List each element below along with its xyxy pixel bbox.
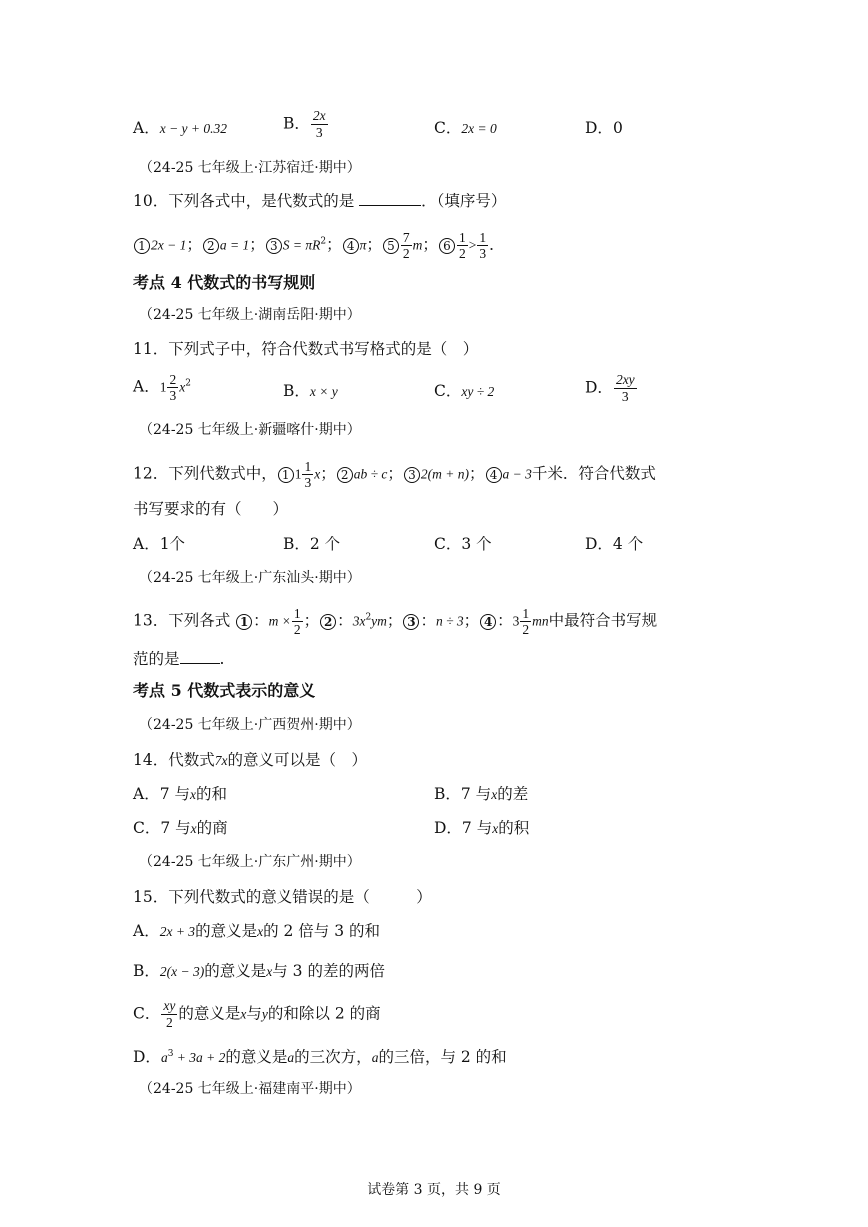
- q11-option-b: [283, 380, 338, 403]
- separator: ．: [489, 235, 505, 254]
- separator: ；: [386, 611, 403, 630]
- separator: ；: [326, 235, 342, 254]
- option-text: C．7 与: [133, 819, 191, 837]
- option-text: 的意义是: [225, 1048, 288, 1066]
- numerator: 1: [522, 606, 530, 621]
- option-label: A．: [133, 377, 160, 396]
- separator: ：: [337, 611, 353, 630]
- denominator: 2: [402, 246, 410, 261]
- circled-number: 1: [236, 614, 252, 630]
- q14-stem: [133, 749, 367, 772]
- math-operator: >: [468, 237, 477, 253]
- option-label: D．: [585, 119, 613, 137]
- separator: ；: [366, 235, 382, 254]
- q14-option-a: [133, 783, 227, 806]
- option-text: 的意义是: [195, 922, 258, 940]
- option-label: A．: [133, 922, 160, 940]
- source-note: （24-25 七年级上·湖南岳阳·期中）: [139, 307, 361, 323]
- section-heading: 考点 5 代数式表示的意义: [133, 681, 316, 700]
- math-expr: x: [491, 787, 498, 802]
- denominator: 3: [304, 475, 312, 490]
- denominator: 2: [458, 246, 466, 261]
- denominator: 3: [169, 388, 177, 403]
- math-expr: x: [190, 821, 197, 836]
- answer-blank: [180, 648, 220, 664]
- denominator: 3: [621, 389, 629, 404]
- math-expr: ym: [371, 613, 387, 629]
- fraction: [477, 230, 488, 261]
- math-expr: 2x − 1: [151, 237, 187, 253]
- fraction: [520, 606, 531, 637]
- q15-option-d: [133, 1043, 507, 1069]
- option-text: 的 2 倍与 3 的和: [263, 922, 381, 940]
- circled-number: 4: [486, 467, 502, 483]
- stem-text: 10．下列各式中，是代数式的是: [133, 192, 360, 210]
- option-text: 的商: [196, 819, 228, 837]
- option-label: B．: [283, 114, 310, 133]
- separator: ；: [249, 235, 265, 254]
- fraction: [167, 372, 178, 403]
- denominator: 3: [315, 125, 323, 140]
- source-note: （24-25 七年级上·江苏宿迁·期中）: [139, 160, 361, 176]
- answer-blank: [359, 190, 421, 206]
- option-text: B．7 与: [434, 785, 492, 803]
- superscript: 2: [320, 236, 327, 247]
- numerator: 2x: [312, 108, 326, 123]
- stem-text: 14．代数式: [133, 751, 215, 769]
- circled-number: 3: [266, 238, 282, 254]
- numerator: 1: [479, 230, 487, 245]
- q14-option-b: [434, 783, 528, 806]
- source-note: （24-25 七年级上·广东广州·期中）: [139, 854, 361, 870]
- q15-option-c: [133, 998, 381, 1031]
- source-note: （24-25 七年级上·广东汕头·期中）: [139, 570, 361, 586]
- separator: ；: [320, 464, 336, 483]
- fraction: [161, 998, 177, 1031]
- circled-number: 1: [134, 238, 150, 254]
- numerator: 1: [458, 230, 466, 245]
- math-expr: S = πR: [282, 237, 321, 253]
- option-text: 与 3 的差的两倍: [272, 962, 385, 980]
- math-expr: m ×: [268, 613, 291, 629]
- section-heading: 考点 4 代数式的书写规则: [133, 273, 316, 292]
- option-text: 的差: [497, 785, 529, 803]
- option-label: D．: [133, 1048, 161, 1066]
- option-label: B．: [133, 962, 160, 980]
- q11-option-d: [585, 372, 638, 405]
- source-note: （24-25 七年级上·广西贺州·期中）: [139, 717, 361, 733]
- q11-option-a: [133, 372, 191, 403]
- option-text: 的三倍，与 2 的和: [378, 1048, 507, 1066]
- page-footer: 试卷第 3 页，共 9 页: [367, 1182, 501, 1198]
- math-expr: 2x + 3: [159, 924, 196, 939]
- denominator: 2: [165, 1015, 173, 1030]
- option-label: C．: [133, 1004, 161, 1023]
- math-expr: y: [261, 1006, 268, 1022]
- math-expr: a: [287, 1050, 295, 1065]
- math-expr: x: [492, 821, 499, 836]
- math-expr: x − y + 0.32: [159, 121, 228, 136]
- math-expr: + 3a + 2: [173, 1050, 226, 1065]
- stem-text: 范的是: [133, 650, 180, 668]
- q11-option-c: [434, 380, 494, 403]
- option-text: 的和: [195, 785, 227, 803]
- q12-option-a: A．1个: [133, 535, 186, 553]
- option-label: D．: [585, 378, 613, 397]
- q12-option-d: D．4 个: [585, 535, 644, 553]
- stem-text: 中最符合书写规: [548, 611, 658, 630]
- option-text: 的三次方，: [294, 1048, 372, 1066]
- separator: ；: [303, 611, 320, 630]
- numerator: 1: [293, 606, 301, 621]
- math-expr: a = 1: [219, 237, 250, 253]
- fraction: [401, 230, 412, 261]
- source-note: （24-25 七年级上·新疆喀什·期中）: [139, 422, 361, 438]
- numerator: 1: [304, 459, 312, 474]
- source-note: （24-25 七年级上·福建南平·期中）: [139, 1081, 361, 1097]
- math-expr: π: [359, 237, 367, 253]
- q14-option-c: [133, 817, 228, 840]
- option-label: C．: [434, 382, 462, 400]
- stem-text: 的意义可以是（ ）: [227, 751, 367, 769]
- circled-number: 4: [480, 614, 496, 630]
- separator: ；: [186, 235, 202, 254]
- separator: ；: [463, 611, 480, 630]
- numerator: 2: [169, 372, 177, 387]
- q12-option-c: C．3 个: [434, 535, 492, 553]
- math-expr: n ÷ 3: [435, 613, 464, 629]
- circled-number: 3: [404, 467, 420, 483]
- circled-number: 6: [439, 238, 455, 254]
- math-expr: ab ÷ c: [353, 466, 388, 482]
- math-expr: x: [266, 964, 273, 979]
- fraction: [614, 372, 637, 405]
- separator: .: [219, 650, 225, 668]
- q9-option-c: [434, 117, 497, 140]
- option-text: 的意义是: [204, 962, 267, 980]
- superscript: 3: [167, 1049, 174, 1059]
- math-expr: 3x: [352, 613, 366, 629]
- option-text: 的意义是: [178, 1004, 241, 1023]
- math-expr: 7x: [214, 753, 228, 768]
- math-expr: a: [160, 1050, 168, 1065]
- separator: ：: [253, 611, 269, 630]
- separator: ；: [469, 464, 485, 483]
- q12-stem-line2: 书写要求的有（ ）: [133, 500, 289, 518]
- circled-number: 2: [337, 467, 353, 483]
- fraction: [457, 230, 468, 261]
- stem-text: 13．下列各式: [133, 611, 236, 630]
- math-expr: x: [240, 1006, 247, 1022]
- circled-number: 2: [320, 614, 336, 630]
- denominator: 2: [293, 622, 301, 637]
- fraction: [292, 606, 303, 637]
- superscript: 2: [185, 378, 191, 389]
- math-expr: 1: [159, 379, 167, 395]
- option-text: 与: [246, 1004, 262, 1023]
- numerator: 2xy: [615, 372, 635, 387]
- q10-stem: [133, 190, 506, 212]
- q15-option-b: [133, 960, 385, 983]
- stem-text: 12．下列代数式中，: [133, 464, 277, 483]
- math-expr: x: [179, 379, 186, 395]
- q13-stem: [133, 606, 657, 637]
- separator: ；: [387, 464, 403, 483]
- option-text: 的和除以 2 的商: [267, 1004, 381, 1023]
- q13-stem-line2: [133, 648, 224, 670]
- q9-option-d: [585, 117, 623, 139]
- math-expr: x: [257, 924, 264, 939]
- option-label: C．: [434, 119, 462, 137]
- stem-text: 千米．符合代数式: [531, 464, 656, 483]
- q10-items: [133, 230, 505, 261]
- superscript: 2: [365, 612, 372, 623]
- math-expr: x: [189, 787, 196, 802]
- option-text: 的积: [498, 819, 530, 837]
- circled-number: 1: [278, 467, 294, 483]
- math-expr: 1: [294, 466, 302, 482]
- q14-option-d: [434, 817, 529, 840]
- numerator: xy: [163, 998, 176, 1013]
- fraction: [302, 459, 313, 490]
- math-expr: xy ÷ 2: [461, 384, 495, 399]
- q12-stem: [133, 459, 656, 490]
- q15-option-a: [133, 920, 380, 943]
- denominator: 3: [479, 246, 487, 261]
- math-expr: x × y: [309, 384, 338, 399]
- option-text: D．7 与: [434, 819, 493, 837]
- math-expr: mn: [532, 613, 549, 629]
- circled-number: 5: [383, 238, 399, 254]
- separator: ；: [422, 235, 438, 254]
- q11-stem: 11．下列式子中，符合代数式书写格式的是（ ）: [133, 340, 479, 358]
- circled-number: 2: [203, 238, 219, 254]
- separator: ：: [420, 611, 436, 630]
- math-expr: a − 3: [502, 466, 532, 482]
- option-label: A．: [133, 119, 160, 137]
- separator: ：: [497, 611, 513, 630]
- option-text: 0: [612, 119, 623, 137]
- numerator: 7: [402, 230, 410, 245]
- q12-option-b: B．2 个: [283, 535, 341, 553]
- circled-number: 4: [343, 238, 359, 254]
- math-expr: 2x = 0: [461, 121, 497, 136]
- q9-option-b: [283, 108, 329, 141]
- q9-option-a: [133, 117, 227, 140]
- math-expr: 3: [512, 613, 520, 629]
- math-expr: 2(x − 3): [159, 964, 205, 979]
- q15-stem: 15．下列代数式的意义错误的是（ ）: [133, 888, 432, 906]
- math-expr: 2(m + n): [420, 466, 470, 482]
- denominator: 2: [522, 622, 530, 637]
- option-text: A．7 与: [133, 785, 190, 803]
- circled-number: 3: [403, 614, 419, 630]
- stem-text: ．（填序号）: [421, 192, 507, 210]
- math-expr: x: [314, 466, 321, 482]
- math-expr: m: [412, 237, 423, 253]
- fraction: [311, 108, 328, 141]
- option-label: B．: [283, 382, 310, 400]
- math-expr: a: [371, 1050, 379, 1065]
